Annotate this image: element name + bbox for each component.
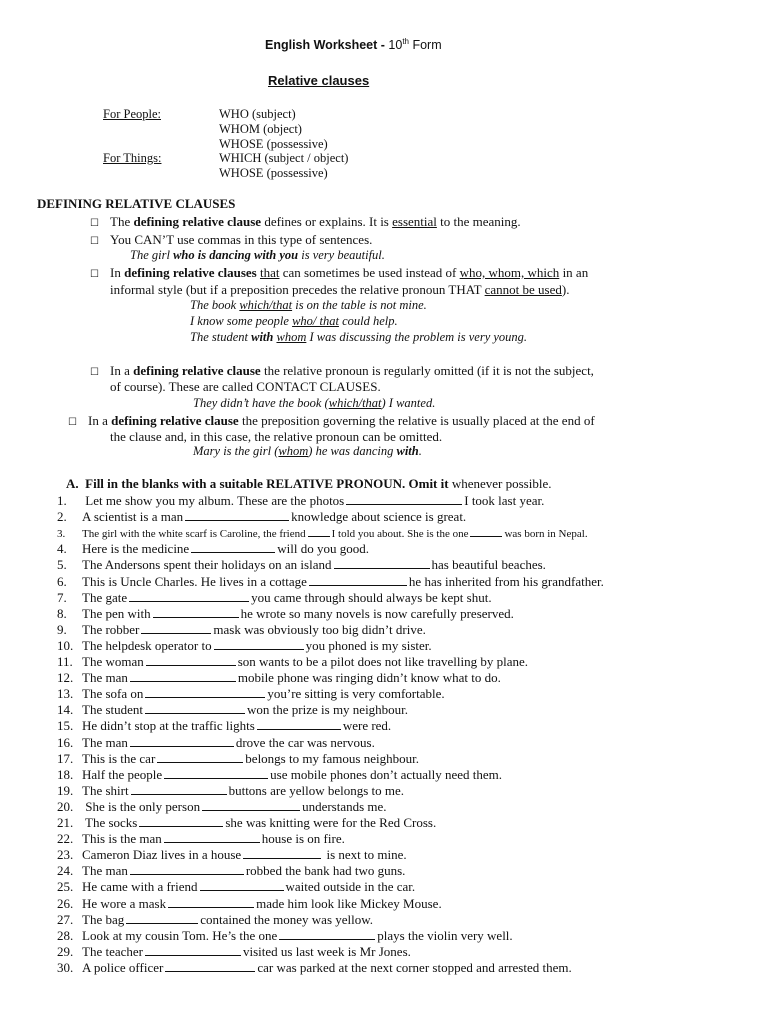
example-text: with xyxy=(251,330,274,344)
question-text: The sofa on xyxy=(82,686,144,702)
answer-blank[interactable] xyxy=(157,751,243,763)
question-number: 23. xyxy=(57,847,74,863)
example-text: who is dancing with you xyxy=(173,248,299,262)
rule-text: who, whom, which xyxy=(459,265,560,280)
question-text: The robber xyxy=(82,621,140,637)
question-text: Here is the medicine xyxy=(82,541,190,557)
example-line xyxy=(193,444,422,459)
question-item xyxy=(57,622,426,638)
answer-blank[interactable] xyxy=(200,879,284,891)
answer-blank[interactable] xyxy=(168,896,254,908)
rule-text: defining relative clauses xyxy=(124,265,257,280)
ref-things-which: WHICH (subject / object) xyxy=(219,151,349,165)
answer-blank[interactable] xyxy=(334,557,430,569)
question-text: I took last year. xyxy=(464,493,545,508)
example-text: I know some people xyxy=(190,314,293,328)
example-text: who/ that xyxy=(292,314,339,328)
question-text: buttons are yellow belongs to me. xyxy=(228,782,405,798)
question-text: mask was obviously too big didn’t drive. xyxy=(213,621,426,637)
answer-blank[interactable] xyxy=(141,622,211,634)
exercise-instruction: Fill in the blanks with a suitable RELATIVE PRONOUN. Omit it xyxy=(85,476,449,491)
question-number: 12. xyxy=(57,670,74,686)
title-form-number: 10 xyxy=(384,38,403,52)
question-number: 5. xyxy=(57,557,67,573)
example-text: . xyxy=(418,444,422,458)
question-text: A police officer xyxy=(82,959,164,975)
answer-blank[interactable] xyxy=(145,702,245,714)
answer-blank[interactable] xyxy=(214,638,304,650)
question-text: The man xyxy=(82,670,128,686)
question-text: you phoned is my sister. xyxy=(305,637,432,653)
rule-3 xyxy=(90,265,588,283)
rule-text: defining relative clause xyxy=(111,413,239,428)
question-number: 21. xyxy=(57,815,74,830)
question-text: A scientist is a man xyxy=(82,509,184,525)
checkbox-bullet-icon: ☐ xyxy=(90,269,99,280)
question-text: is next to mine. xyxy=(323,847,407,863)
question-number: 16. xyxy=(57,734,74,750)
rule-text: cannot be used xyxy=(484,282,562,297)
rule-4-continued: of course). These are called CONTACT CLAUSES. xyxy=(110,379,381,394)
answer-blank[interactable] xyxy=(243,847,321,859)
question-item xyxy=(57,735,375,751)
section-heading: DEFINING RELATIVE CLAUSES xyxy=(37,196,236,211)
example-text: whom xyxy=(276,330,307,344)
rule-3-continued xyxy=(110,282,569,298)
exercise-instruction: whenever possible. xyxy=(448,476,552,491)
rule-5-continued: the clause and, in this case, the relative pronoun can be omitted. xyxy=(110,429,443,444)
rule-text: informal style (but if a preposition precedes the relative pronoun THAT xyxy=(110,282,485,297)
question-text: Cameron Diaz lives in a house xyxy=(82,847,242,863)
rule-text: the preposition governing the relative is usually placed at the end of xyxy=(238,413,595,428)
question-number: 27. xyxy=(57,911,74,927)
question-text: understands me. xyxy=(302,798,387,814)
question-text: The shirt xyxy=(82,782,129,798)
question-number: 3. xyxy=(57,528,66,541)
ref-people-whose: WHOSE (possessive) xyxy=(219,137,328,151)
answer-blank[interactable] xyxy=(130,670,236,682)
question-text: plays the violin very well. xyxy=(377,927,513,943)
question-text: car was parked at the next corner stopped and arrested them. xyxy=(257,959,572,975)
example-text: could help. xyxy=(338,314,398,328)
question-item xyxy=(57,541,369,557)
question-text: Look at my cousin Tom. He’s the one xyxy=(82,927,278,943)
question-text: The socks xyxy=(82,815,138,830)
question-item xyxy=(57,879,415,895)
question-number: 2. xyxy=(57,509,67,525)
example-line xyxy=(190,298,427,313)
example-text: is on the table is not mine. xyxy=(292,298,427,312)
answer-blank[interactable] xyxy=(153,606,239,618)
question-item xyxy=(57,638,432,654)
question-text: robbed the bank had two guns. xyxy=(245,863,406,879)
ref-people-whom: WHOM (object) xyxy=(219,122,302,136)
question-text: He didn’t stop at the traffic lights xyxy=(82,718,255,734)
question-item xyxy=(57,928,513,944)
question-number: 20. xyxy=(57,798,74,814)
question-item xyxy=(57,831,345,847)
answer-blank[interactable] xyxy=(145,944,241,956)
question-item xyxy=(57,767,502,783)
question-number: 1. xyxy=(57,493,67,508)
question-item xyxy=(57,896,442,912)
question-item xyxy=(57,960,572,976)
question-number: 18. xyxy=(57,766,74,782)
question-text: house is on fire. xyxy=(261,831,345,847)
question-item xyxy=(57,509,466,525)
rule-text: You CAN’T use commas in this type of sentences. xyxy=(110,232,373,247)
question-item xyxy=(57,606,514,622)
question-number: 7. xyxy=(57,589,67,605)
rule-text: In xyxy=(110,265,125,280)
title-form-superscript: th xyxy=(402,37,409,46)
exercise-heading xyxy=(66,476,551,492)
rule-text: to the meaning. xyxy=(436,214,521,229)
question-text: you’re sitting is very comfortable. xyxy=(267,686,445,702)
question-number: 15. xyxy=(57,718,74,734)
example-text: ) I wanted. xyxy=(381,396,436,410)
question-text: Let me show you my album. These are the photos xyxy=(82,493,345,508)
question-item xyxy=(57,686,445,702)
question-text: he wrote so many novels is now carefully preserved. xyxy=(240,605,514,621)
question-item xyxy=(57,799,387,815)
exercise-label: A. xyxy=(66,476,79,491)
example-text: The girl xyxy=(130,248,174,262)
rule-text: The xyxy=(110,214,134,229)
ref-people-who: WHO (subject) xyxy=(219,107,296,121)
question-text: The gate xyxy=(82,589,128,605)
rule-text: defining relative clause xyxy=(133,214,262,229)
question-number: 14. xyxy=(57,702,74,718)
question-text: has beautiful beaches. xyxy=(431,557,546,573)
question-text: This is Uncle Charles. He lives in a cottage xyxy=(82,573,307,589)
answer-blank[interactable] xyxy=(309,574,407,586)
question-number: 29. xyxy=(57,943,74,959)
rule-text: can sometimes be used instead of xyxy=(279,265,460,280)
answer-blank[interactable] xyxy=(131,783,227,795)
answer-blank[interactable] xyxy=(470,525,502,537)
rule-text: In a xyxy=(88,413,112,428)
ref-things-whose: WHOSE (possessive) xyxy=(219,166,328,180)
for-people-label: For People: xyxy=(103,107,161,121)
question-text: The bag xyxy=(82,911,125,927)
question-number: 26. xyxy=(57,895,74,911)
answer-blank[interactable] xyxy=(185,509,289,521)
question-text: The girl with the white scarf is Caroline, the friend xyxy=(82,528,306,541)
topic-title: Relative clauses xyxy=(268,73,370,88)
question-text: The helpdesk operator to xyxy=(82,637,212,653)
checkbox-bullet-icon: ☐ xyxy=(90,367,99,378)
question-text: She is the only person xyxy=(82,798,201,814)
rule-text: the relative pronoun is regularly omitted (if it is not the subject, xyxy=(260,363,594,378)
question-item xyxy=(57,702,408,718)
question-text: I told you about. She is the one xyxy=(331,528,469,541)
question-text: she was knitting were for the Red Cross. xyxy=(225,815,437,830)
question-text: drove the car was nervous. xyxy=(235,734,375,750)
question-text: belongs to my famous neighbour. xyxy=(245,750,419,766)
example-line xyxy=(190,330,527,345)
answer-blank[interactable] xyxy=(279,928,375,940)
question-item xyxy=(57,574,604,590)
rule-text: In a xyxy=(110,363,134,378)
question-item xyxy=(57,863,405,879)
answer-blank[interactable] xyxy=(126,912,198,924)
question-text: use mobile phones don’t actually need them. xyxy=(270,766,503,782)
example-text: I was discussing the problem is very young. xyxy=(306,330,528,344)
worksheet-title xyxy=(265,37,442,52)
question-text: The pen with xyxy=(82,605,151,621)
rule-1 xyxy=(90,214,521,232)
example-text: Mary is the girl ( xyxy=(193,444,279,458)
question-item xyxy=(57,847,407,863)
question-item xyxy=(57,670,501,686)
question-text: This is the man xyxy=(82,831,162,847)
title-form-word: Form xyxy=(409,38,442,52)
question-text: you came through should always be kept shut. xyxy=(251,589,492,605)
example-text: which/that xyxy=(328,396,382,410)
example-text: They didn’t have the book ( xyxy=(193,396,329,410)
question-text: won the prize is my neighbour. xyxy=(247,702,409,718)
question-text: son wants to be a pilot does not like travelling by plane. xyxy=(237,654,529,669)
answer-blank[interactable] xyxy=(165,960,255,972)
checkbox-bullet-icon: ☐ xyxy=(90,236,99,247)
example-line xyxy=(190,314,398,329)
checkbox-bullet-icon: ☐ xyxy=(90,218,99,229)
question-number: 10. xyxy=(57,637,74,653)
answer-blank[interactable] xyxy=(257,718,341,730)
question-item xyxy=(57,525,588,540)
question-number: 30. xyxy=(57,959,74,975)
example-text: The book xyxy=(190,298,240,312)
example-text: is very beautiful. xyxy=(298,248,385,262)
answer-blank[interactable] xyxy=(346,493,462,505)
question-text: contained the money was yellow. xyxy=(200,911,374,927)
example-text: which/that xyxy=(239,298,293,312)
question-text: he has inherited from his grandfather. xyxy=(408,573,604,589)
rule-text: essential xyxy=(392,214,437,229)
answer-blank[interactable] xyxy=(130,735,234,747)
question-number: 24. xyxy=(57,863,74,879)
answer-blank[interactable] xyxy=(308,525,330,537)
question-text: waited outside in the car. xyxy=(285,879,416,895)
question-item xyxy=(57,493,544,509)
question-number: 25. xyxy=(57,879,74,895)
question-text: He came with a friend xyxy=(82,879,198,895)
rule-text: defines or explains. It is xyxy=(261,214,393,229)
question-text: The Andersons spent their holidays on an island xyxy=(82,557,332,573)
example-line xyxy=(193,396,435,411)
for-things-label: For Things: xyxy=(103,151,162,165)
question-number: 8. xyxy=(57,605,67,621)
answer-blank[interactable] xyxy=(145,686,265,698)
question-item xyxy=(57,912,373,928)
answer-blank[interactable] xyxy=(164,831,260,843)
question-text: made him look like Mickey Mouse. xyxy=(256,895,442,911)
question-text: visited us last week is Mr Jones. xyxy=(242,943,411,959)
rule-text: defining relative clause xyxy=(133,363,261,378)
question-text: He wore a mask xyxy=(82,895,167,911)
question-text: The student xyxy=(82,702,144,718)
question-item xyxy=(57,751,419,767)
title-bold: English Worksheet - xyxy=(265,38,385,52)
question-text: The teacher xyxy=(82,943,143,959)
question-number: 13. xyxy=(57,686,74,702)
answer-blank[interactable] xyxy=(164,767,268,779)
answer-blank[interactable] xyxy=(146,654,236,666)
rule-text: in an xyxy=(559,265,589,280)
question-text: Half the people xyxy=(82,766,163,782)
answer-blank[interactable] xyxy=(139,815,223,827)
answer-blank[interactable] xyxy=(130,863,244,875)
question-text: mobile phone was ringing didn’t know what to do. xyxy=(237,670,501,686)
example-text: with xyxy=(396,444,419,458)
answer-blank[interactable] xyxy=(191,541,275,553)
question-text: The man xyxy=(82,863,128,879)
question-item xyxy=(57,654,528,670)
question-number: 11. xyxy=(57,654,73,669)
question-number: 9. xyxy=(57,621,67,637)
question-number: 19. xyxy=(57,782,74,798)
question-item xyxy=(57,718,391,734)
question-text: will do you good. xyxy=(277,541,369,557)
question-number: 17. xyxy=(57,750,74,766)
checkbox-bullet-icon: ☐ xyxy=(68,417,77,428)
example-line xyxy=(130,248,385,263)
answer-blank[interactable] xyxy=(129,590,249,602)
question-text: were red. xyxy=(342,718,392,734)
question-text: knowledge about science is great. xyxy=(291,509,467,525)
rule-text: that xyxy=(259,265,280,280)
question-text: The man xyxy=(82,734,128,750)
example-text: whom xyxy=(278,444,309,458)
question-item xyxy=(57,557,546,573)
question-number: 22. xyxy=(57,831,74,847)
question-text: This is the car xyxy=(82,750,156,766)
example-text: ) he was dancing xyxy=(308,444,397,458)
question-text: The woman xyxy=(82,654,144,669)
question-item xyxy=(57,590,492,606)
answer-blank[interactable] xyxy=(202,799,300,811)
question-number: 28. xyxy=(57,927,74,943)
rule-text: ). xyxy=(561,282,570,297)
question-text: was born in Nepal. xyxy=(504,528,588,541)
question-number: 4. xyxy=(57,541,67,557)
example-text: The student xyxy=(190,330,252,344)
question-item xyxy=(57,815,436,831)
question-number: 6. xyxy=(57,573,67,589)
question-item xyxy=(57,944,411,960)
question-item xyxy=(57,783,404,799)
